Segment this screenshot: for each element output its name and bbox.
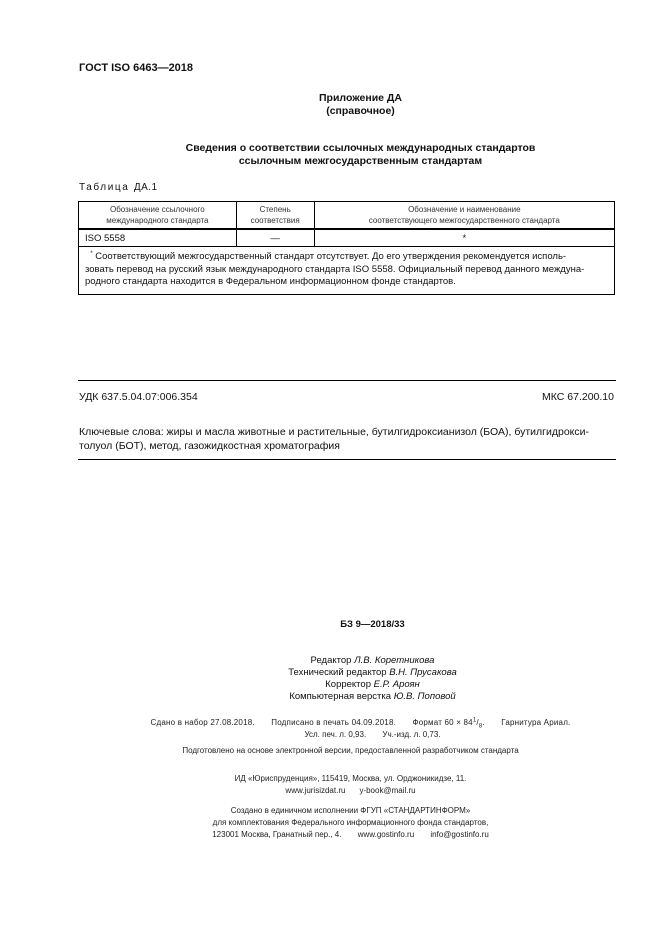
format: Формат $60 \times 84^1/_8$. (412, 717, 485, 730)
section-title-line-1: Сведения о соответствии ссылочных международных стандартов (185, 142, 536, 154)
divider-bottom (78, 459, 616, 460)
credit-layout: Компьютерная верстка Ю.В. Поповой (289, 691, 456, 702)
credit-tech-editor: Технический редактор В.Н. Прусакова (288, 667, 457, 678)
header-international-standard: Обозначение ссылочного международного стандарта (79, 202, 237, 230)
annex-subtitle: (справочное) (326, 105, 395, 117)
cell-international-standard: ISO 5558 (79, 229, 237, 247)
origin-info: Создано в единичном исполнении ФГУП «СТАНДАРТИНФОРМ» для комплектования Федерального информационного фонда стандартов, (212, 806, 489, 827)
table-row (79, 229, 615, 247)
header-conformity-degree: Степень соответствия (236, 202, 314, 230)
table-caption-number: ДА.1 (133, 182, 158, 193)
section-title-line-2: ссылочным межгосударственным стандартам (238, 155, 483, 167)
cell-conformity-degree: — (236, 229, 314, 247)
cell-interstate-standard: * (314, 229, 614, 247)
sheet-details: Усл. печ. л. 0,93. Уч.-изд. л. 0,73. (304, 730, 441, 739)
credit-corrector: Корректор Е.Р. Ароян (325, 679, 420, 690)
table-header-row (79, 202, 615, 230)
table-footnote-row (79, 247, 615, 295)
prepared-note: Подготовлено на основе электронной версии, предоставленной разработчиком стандарта (182, 746, 519, 755)
keywords: Ключевые слова: жиры и масла животные и растительные, бутилгидроксианизол (БОА), бутилгидрокси- толуол (БОТ), метод, газожидкостная хроматография (79, 426, 589, 452)
contact-info: 123001 Москва, Гранатный пер., 4. www.gostinfo.ru info@gostinfo.ru (212, 830, 489, 839)
publisher-email-link[interactable]: y-book@mail.ru (359, 786, 416, 795)
table-caption (79, 182, 158, 193)
mks-code: МКС 67.200.10 (542, 391, 614, 403)
print-details: Сдано в набор 27.08.2018. Подписано в печать 04.09.2018. Формат $60 \times 84^1/_8$. Гарнитура Ариал. (150, 717, 571, 730)
email-link[interactable]: info@gostinfo.ru (430, 830, 489, 839)
divider-top (78, 380, 616, 381)
publisher-site-link[interactable]: www.jurisizdat.ru (285, 786, 346, 795)
document-code: ГОСТ ISO 6463—2018 (79, 62, 194, 74)
section-title (30, 142, 661, 168)
annex-heading (30, 92, 661, 118)
reference-standards-table (78, 201, 615, 295)
footnote-mark: * (90, 250, 93, 257)
table-caption-label: Таблица (79, 182, 130, 193)
site-link[interactable]: www.gostinfo.ru (357, 830, 415, 839)
annex-title: Приложение ДА (319, 92, 402, 104)
udk-code: УДК 637.5.04.07:006.354 (79, 391, 198, 403)
table-footnote: * Соответствующий межгосударственный стандарт отсутствует. До его утверждения рекомендуется исполь- зовать перевод на русский язык международного стандарта ISO 5558. Официальный перевод данного междуна- родного стандарта находится в Федеральном информационном фонде стандартов. (79, 247, 615, 295)
header-interstate-standard: Обозначение и наименование соответствующего межгосударственного стандарта (314, 202, 614, 230)
publisher-info: ИД «Юриспруденция», 115419, Москва, ул. Орджоникидзе, 11. www.jurisizdat.ru y-book@mail.ru (234, 774, 467, 795)
credits (42, 655, 661, 703)
credit-editor: Редактор Л.В. Коретникова (310, 655, 435, 666)
bz-code: БЗ 9—2018/33 (340, 619, 405, 630)
